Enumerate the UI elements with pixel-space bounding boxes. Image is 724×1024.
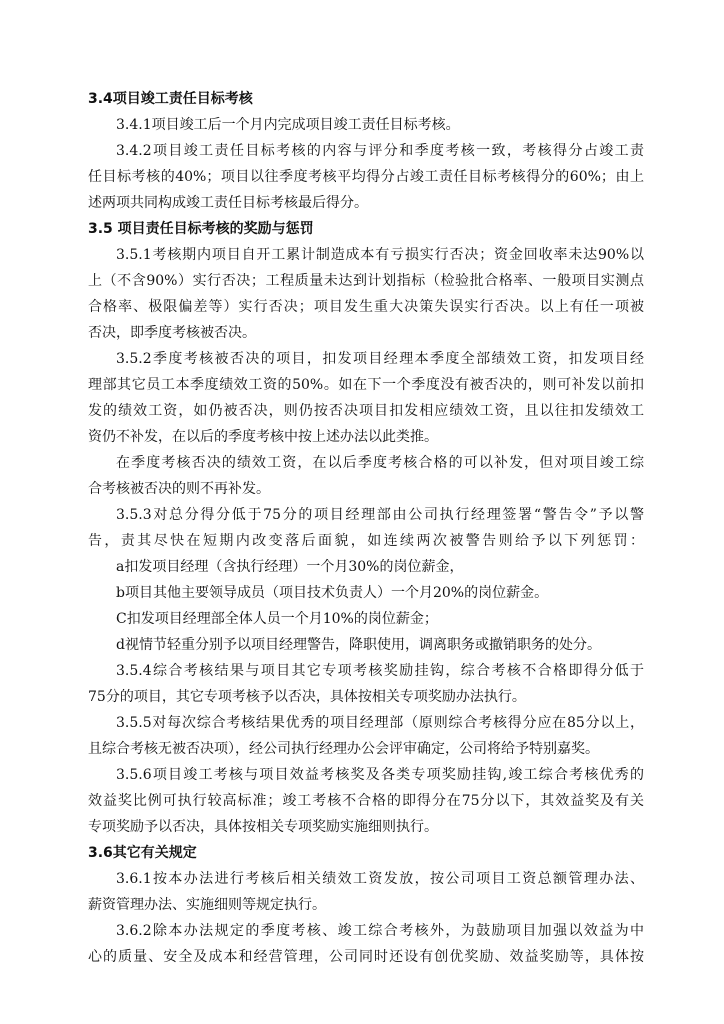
para-3-4-1: 3.4.1项目竣工后一个月内完成项目竣工责任目标考核。 — [116, 117, 460, 133]
section-3-6-heading: 3.6其它有关规定 — [88, 845, 197, 861]
para-penalty-b: b项目其他主要领导成员（项目技术负责人）一个月20%的岗位薪金。 — [116, 585, 549, 601]
para-3-5-4: 3.5.4综合考核结果与项目其它专项考核奖励挂钩，综合考核不合格即得分低于 75分的项目，其它专项考核予以否决，具体按相关专项奖励办法执行。 — [88, 663, 644, 705]
para-3-6-1: 3.6.1按本办法进行考核后相关绩效工资发放，按公司项目工资总额管理办法、 薪资管理办法、实施细则等规定执行。 — [88, 871, 644, 913]
para-penalty-d: d视情节轻重分别予以项目经理警告，降职使用，调离职务或撤销职务的处分。 — [116, 637, 601, 653]
para-penalty-a: a扣发项目经理（含执行经理）一个月30%的岗位薪金， — [116, 559, 464, 575]
section-3-5-heading: 3.5 项目责任目标考核的奖励与惩罚 — [88, 221, 314, 237]
para-3-5-6: 3.5.6项目竣工考核与项目效益考核奖及各类专项奖励挂钩,竣工综合考核优秀的 效益奖比例可执行较高标准；竣工考核不合格的即得分在75分以下，其效益奖及有关 专项奖励予以否决，具体按相关专项奖励实施细则执行。 — [88, 767, 644, 835]
section-3-4-heading: 3.4项目竣工责任目标考核 — [88, 91, 253, 107]
document-page — [88, 86, 644, 970]
para-3-5-1: 3.5.1考核期内项目自开工累计制造成本有亏损实行否决；资金回收率未达90%以 上（不含90%）实行否决；工程质量未达到计划指标（检验批合格率、一般项目实测点 合格率、极限偏差等）实行否决；项目发生重大决策失误实行否决。以上有任一项被 否决，即季度考核被否决。 — [88, 247, 644, 341]
para-penalty-c: C扣发项目经理部全体人员一个月10%的岗位薪金； — [116, 611, 438, 627]
para-3-6-2: 3.6.2除本办法规定的季度考核、竣工综合考核外，为鼓励项目加强以效益为中 心的质量、安全及成本和经营管理，公司同时还设有创优奖励、效益奖励等，具体按 — [88, 923, 644, 965]
para-quarterly-reissue: 在季度考核否决的绩效工资，在以后季度考核合格的可以补发，但对项目竣工综 合考核被否决的则不再补发。 — [88, 455, 644, 497]
para-3-5-2: 3.5.2季度考核被否决的项目，扣发项目经理本季度全部绩效工资，扣发项目经 理部其它员工本季度绩效工资的50%。如在下一个季度没有被否决的，则可补发以前扣 发的绩效工资，如仍被否决，则仍按否决项目扣发相应绩效工资，且以往扣发绩效工 资仍不补发，在以后的季度考核中按上述办法以此类推。 — [88, 351, 644, 445]
para-3-4-2: 3.4.2项目竣工责任目标考核的内容与评分和季度考核一致，考核得分占竣工责 任目标考核的40%；项目以往季度考核平均得分占竣工责任目标考核得分的60%；由上 述两项共同构成竣工责任目标考核最后得分。 — [88, 143, 644, 211]
para-3-5-5: 3.5.5对每次综合考核结果优秀的项目经理部（原则综合考核得分应在85分以上， 且综合考核无被否决项），经公司执行经理办公会评审确定，公司将给予特别嘉奖。 — [88, 715, 644, 757]
para-3-5-3: 3.5.3对总分得分低于75分的项目经理部由公司执行经理签署“警告令”予以警 告，责其尽快在短期内改变落后面貌，如连续两次被警告则给予以下列惩罚： — [88, 507, 644, 549]
